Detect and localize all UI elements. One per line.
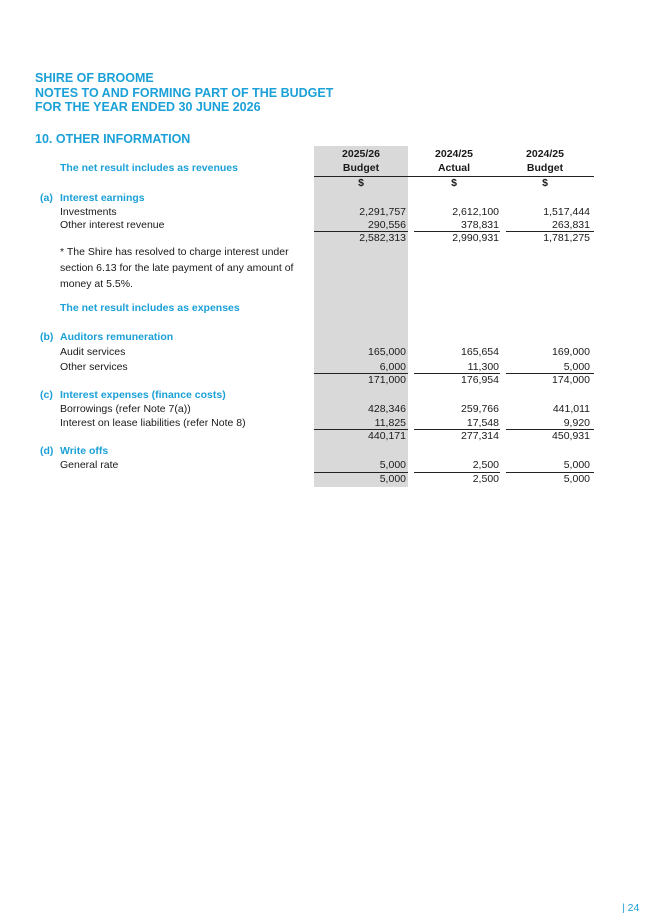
total-value-c3: 1,781,275 <box>543 232 590 244</box>
row-value-c3: 1,517,444 <box>543 206 590 218</box>
table-row <box>0 218 653 232</box>
document-subtitle: NOTES TO AND FORMING PART OF THE BUDGET <box>35 85 334 100</box>
section-d-total <box>0 472 653 486</box>
col1-year: 2025/26 <box>342 148 380 160</box>
section-c-title: Interest expenses (finance costs) <box>60 389 226 401</box>
row-label: Audit services <box>60 346 126 358</box>
expenses-heading: The net result includes as expenses <box>60 302 240 314</box>
row-value-c3: 5,000 <box>563 459 590 471</box>
col2-unit: $ <box>451 177 457 189</box>
row-value-c3: 5,000 <box>563 361 590 373</box>
row-value-c1: 5,000 <box>379 459 406 471</box>
row-value-c3: 263,831 <box>552 219 590 231</box>
section-d-title: Write offs <box>60 445 109 457</box>
total-value-c3: 5,000 <box>563 473 590 485</box>
col3-unit: $ <box>542 177 548 189</box>
section-d-heading <box>0 444 653 458</box>
row-value-c2: 378,831 <box>461 219 499 231</box>
page-number: | 24 <box>622 902 640 914</box>
total-value-c3: 174,000 <box>552 374 590 386</box>
document-header <box>35 71 333 115</box>
total-value-c1: 171,000 <box>368 374 406 386</box>
total-value-c1: 440,171 <box>368 430 406 442</box>
row-value-c2: 11,300 <box>467 361 499 373</box>
total-value-c2: 176,954 <box>461 374 499 386</box>
col2-type: Actual <box>437 162 471 174</box>
section-a-title: Interest earnings <box>60 192 145 204</box>
table-row <box>0 416 653 430</box>
total-value-c1: 2,582,313 <box>359 232 406 244</box>
column-header-units <box>0 176 653 190</box>
total-value-c3: 450,931 <box>552 430 590 442</box>
section-b-total <box>0 373 653 387</box>
col3-type: Budget <box>526 162 564 174</box>
total-value-c2: 277,314 <box>461 430 499 442</box>
row-value-c2: 259,766 <box>461 403 499 415</box>
total-value-c2: 2,500 <box>472 473 499 485</box>
row-value-c1: 2,291,757 <box>359 206 406 218</box>
section-a-heading <box>0 191 653 205</box>
row-value-c2: 165,654 <box>461 346 499 358</box>
col3-year: 2024/25 <box>526 148 564 160</box>
section-d-letter: (d) <box>40 445 54 457</box>
section-b-heading <box>0 330 653 344</box>
row-value-c1: 11,825 <box>374 417 406 429</box>
table-row <box>0 402 653 416</box>
shire-name: SHIRE OF BROOME <box>35 71 154 85</box>
col2-year: 2024/25 <box>435 148 473 160</box>
row-value-c1: 290,556 <box>368 219 406 231</box>
row-label: Borrowings (refer Note 7(a)) <box>60 403 191 415</box>
table-row <box>0 458 653 472</box>
table-row <box>0 205 653 219</box>
section-a-total <box>0 231 653 245</box>
section-c-total <box>0 429 653 443</box>
row-label: Other interest revenue <box>60 219 165 231</box>
row-value-c2: 2,612,100 <box>452 206 499 218</box>
expenses-heading-row <box>0 301 653 315</box>
revenues-heading: The net result includes as revenues <box>60 162 238 174</box>
section-title: 10. OTHER INFORMATION <box>35 132 191 146</box>
section-c-letter: (c) <box>40 389 53 401</box>
row-value-c2: 2,500 <box>472 459 499 471</box>
total-value-c1: 5,000 <box>379 473 406 485</box>
interest-note: * The Shire has resolved to charge interest under section 6.13 for the late payment of any amount of money at 5.5%. <box>60 246 294 290</box>
section-a-letter: (a) <box>40 192 53 204</box>
col1-type: Budget <box>342 162 380 174</box>
table-row <box>0 360 653 374</box>
document-period: FOR THE YEAR ENDED 30 JUNE 2026 <box>35 100 261 114</box>
row-value-c2: 17,548 <box>466 417 499 429</box>
column-header-types <box>0 161 653 175</box>
row-label: General rate <box>60 459 119 471</box>
column-header-years <box>0 147 653 161</box>
row-label: Investments <box>60 206 117 218</box>
row-value-c1: 428,346 <box>368 403 406 415</box>
row-value-c3: 9,920 <box>563 417 590 429</box>
section-b-title: Auditors remuneration <box>60 331 174 343</box>
col1-unit: $ <box>358 177 364 189</box>
section-c-heading <box>0 388 653 402</box>
row-value-c3: 169,000 <box>552 346 590 358</box>
row-label: Other services <box>60 361 128 373</box>
table-row <box>0 345 653 359</box>
row-value-c1: 165,000 <box>368 346 406 358</box>
total-value-c2: 2,990,931 <box>452 232 499 244</box>
row-label: Interest on lease liabilities (refer Note 8) <box>60 417 246 429</box>
section-b-letter: (b) <box>40 331 54 343</box>
row-value-c3: 441,011 <box>552 403 590 415</box>
row-value-c1: 6,000 <box>379 361 406 373</box>
